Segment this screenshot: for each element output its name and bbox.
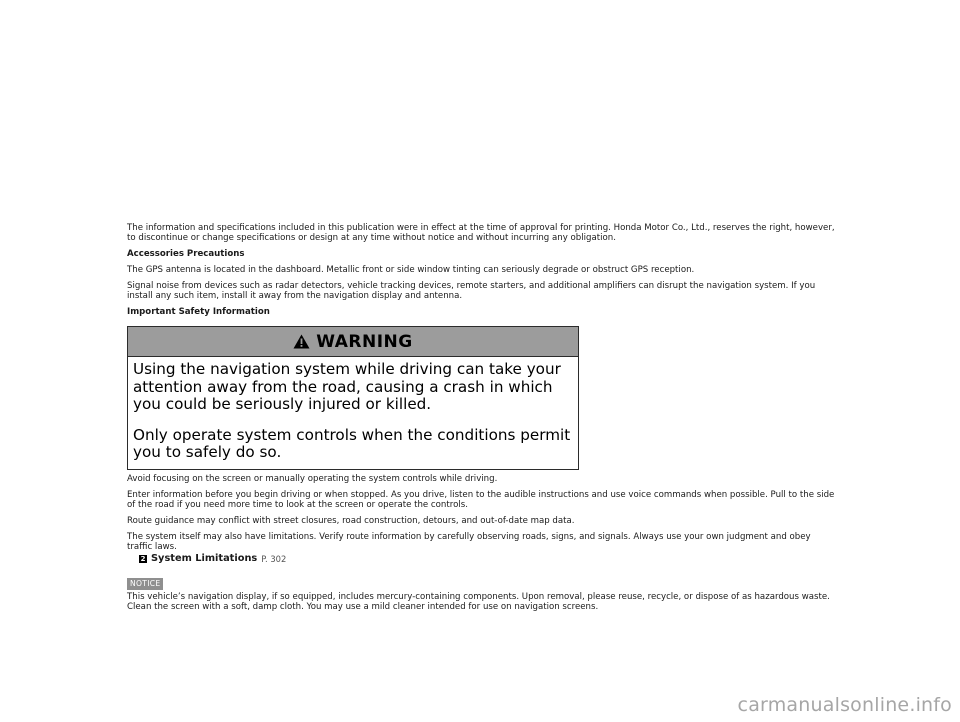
signal-noise-paragraph: Signal noise from devices such as radar detectors, vehicle tracking devices, remote starters, and additional amplifiers can disrupt the navigation system. If you install any such item, install it away from the navigation display and antenna.	[127, 281, 816, 301]
safety-heading: Important Safety Information	[127, 307, 270, 317]
enter-info-paragraph: Enter information before you begin driving or when stopped. As you drive, listen to the audible instructions and use voice commands when possible. Pull to the side of the road if you need more time to look at the screen or operate the controls.	[127, 489, 835, 510]
system-limitations-link[interactable]	[139, 553, 835, 565]
warning-body	[128, 357, 578, 469]
warning-title: WARNING	[316, 331, 413, 352]
avoid-focusing-paragraph: Avoid focusing on the screen or manually operating the system controls while driving.	[127, 473, 498, 484]
cross-reference-icon: 2	[140, 554, 146, 563]
watermark-text: carmanualsonline.info	[737, 694, 952, 716]
warning-header	[128, 327, 578, 357]
warning-text-driving: Using the navigation system while driving can take your attention away from the road, causing a crash in which you could be seriously injured or killed.	[133, 360, 561, 413]
gps-antenna-paragraph: The GPS antenna is located in the dashboard. Metallic front or side window tinting can seriously degrade or obstruct GPS reception.	[127, 265, 695, 275]
notice-paragraph: This vehicle’s navigation display, if so equipped, includes mercury-containing components. Upon removal, please reuse, recycle, or dispose of as hazardous waste. Clean the screen with a soft, damp cloth. You may use a mild cleaner intended for use on navigation screens.	[127, 591, 830, 612]
publication-info: The information and specifications included in this publication were in effect at the time of approval for printing. Honda Motor Co., Ltd., reserves the right, however, to discontinue or change specifications or design at any time without notice and without incurring any obligation.	[127, 223, 835, 243]
accessories-heading: Accessories Precautions	[127, 249, 245, 259]
warning-text-conditions: Only operate system controls when the conditions permit you to safely do so.	[133, 425, 571, 461]
reference-page: P. 302	[261, 553, 287, 564]
warning-triangle-icon	[293, 334, 310, 349]
limitations-paragraph: The system itself may also have limitations. Verify route information by carefully observing roads, signs, and signals. Always use your own judgment and obey traffic laws.	[127, 531, 811, 552]
reference-title: System Limitations	[151, 552, 258, 564]
manual-page	[127, 223, 835, 618]
warning-box	[127, 326, 579, 470]
notice-badge: NOTICE	[127, 578, 163, 590]
route-guidance-paragraph: Route guidance may conflict with street closures, road construction, detours, and out-of-date map data.	[127, 515, 575, 526]
